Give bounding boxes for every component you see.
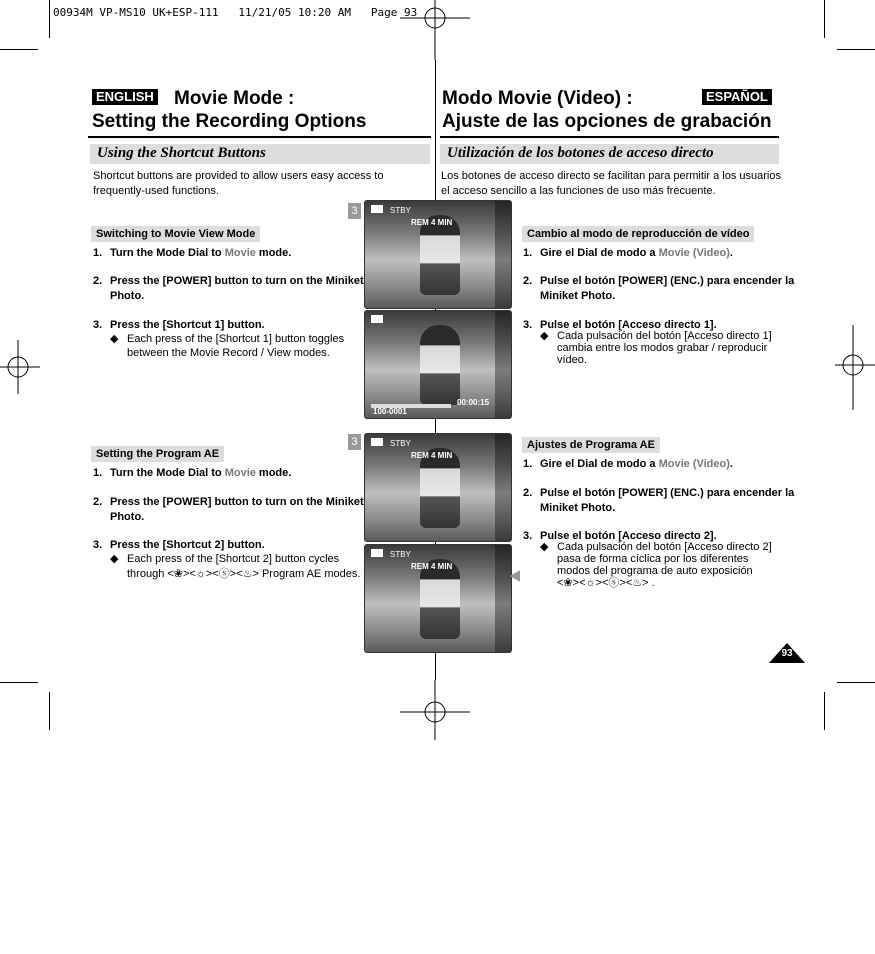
crop-mark (837, 682, 875, 683)
pointer-arrow-icon (510, 570, 520, 582)
registration-mark-left (0, 330, 40, 410)
camera-icon (371, 205, 383, 213)
english-section-title: Using the Shortcut Buttons (97, 145, 266, 161)
camera-icon (371, 315, 383, 323)
step-number-tag: 3 (348, 434, 361, 450)
screen-icon-column (495, 201, 511, 308)
crop-mark (837, 49, 875, 50)
english-title-line1: Movie Mode : (174, 88, 295, 109)
crop-mark (0, 682, 38, 683)
camera-icon (371, 438, 383, 446)
spanish-section-bar (440, 144, 779, 164)
english-program-heading: Setting the Program AE (91, 446, 224, 462)
crop-mark (824, 692, 825, 730)
time-counter: 00:00:15 (457, 398, 490, 407)
screen-icon-column (495, 434, 511, 541)
subject-image (420, 325, 460, 405)
stby-indicator: STBY (390, 206, 411, 215)
crop-mark (0, 49, 38, 50)
step-number-tag: 3 (348, 203, 361, 219)
title-rule (88, 136, 431, 138)
spanish-badge: ESPAÑOL (702, 89, 772, 105)
crop-mark (49, 0, 50, 38)
rem-indicator: REM 4 MIN (411, 451, 453, 460)
camera-screen-record (364, 200, 512, 309)
stby-indicator: STBY (390, 550, 411, 559)
crop-mark (49, 692, 50, 730)
rem-indicator: REM 4 MIN (411, 218, 453, 227)
spanish-switching-heading: Cambio al modo de reproducción de vídeo (522, 226, 754, 242)
camera-screen-program-ae-2 (364, 544, 512, 653)
spanish-title-line2: Ajuste de las opciones de grabación (442, 111, 772, 132)
subject-image (420, 215, 460, 295)
crop-mark (824, 0, 825, 38)
rem-indicator: REM 4 MIN (411, 562, 453, 571)
page-number: 93 (781, 648, 793, 659)
camera-screen-view (364, 310, 512, 419)
spanish-intro: Los botones de acceso directo se facilitan para permitir a los usuarios el acceso sencillo a las funciones de uso más frecuente. (441, 170, 781, 197)
screen-icon-column (495, 311, 511, 418)
spanish-section-title: Utilización de los botones de acceso directo (447, 145, 714, 161)
english-switching-heading: Switching to Movie View Mode (91, 226, 260, 242)
registration-mark-bottom (395, 680, 475, 740)
subject-image (420, 448, 460, 528)
spanish-program-heading: Ajustes de Programa AE (522, 437, 660, 453)
printer-slug: 00934M VP-MS10 UK+ESP-111 11/21/05 10:20 AM Page 93 (53, 6, 418, 19)
file-number: 100-0001 (373, 407, 407, 416)
camera-icon (371, 549, 383, 557)
title-rule (440, 136, 779, 138)
english-title-line2: Setting the Recording Options (92, 111, 367, 132)
english-section-bar (90, 144, 430, 164)
english-badge: ENGLISH (92, 89, 158, 105)
english-intro: Shortcut buttons are provided to allow users easy access to frequently-used functions. (93, 170, 384, 197)
registration-mark-right (835, 325, 875, 410)
spanish-title-line1: Modo Movie (Video) : (442, 88, 633, 109)
camera-screen-program-ae-1 (364, 433, 512, 542)
screen-icon-column (495, 545, 511, 652)
stby-indicator: STBY (390, 439, 411, 448)
subject-image (420, 559, 460, 639)
